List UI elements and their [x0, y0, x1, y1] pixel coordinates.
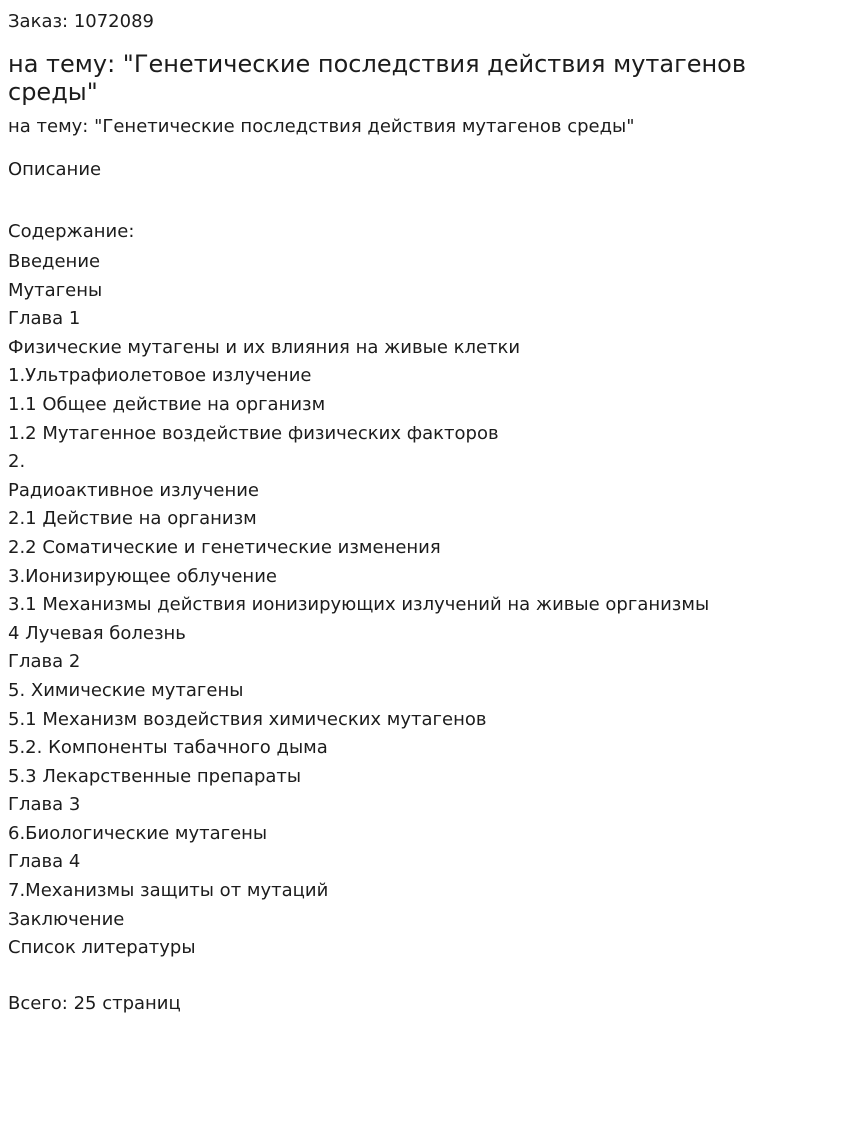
page-title: на тему: "Генетические последствия действия мутагенов среды": [8, 50, 746, 106]
toc-item: 7.Механизмы защиты от мутаций: [8, 880, 329, 902]
toc-item: 2.: [8, 451, 26, 473]
toc-item: Глава 4: [8, 851, 81, 873]
toc-item: 1.Ультрафиолетовое излучение: [8, 365, 312, 387]
toc-item: 3.Ионизирующее облучение: [8, 565, 277, 587]
toc-item: Введение: [8, 251, 101, 272]
toc-item: 1.1 Общее действие на организм: [8, 393, 326, 415]
total-pages: Всего: 25 страниц: [8, 992, 181, 1014]
page-subtitle: на тему: "Генетические последствия действия мутагенов среды": [8, 116, 635, 137]
toc-item: Мутагены: [8, 279, 103, 301]
toc-item: 5.1 Механизм воздействия химических мутагенов: [8, 708, 487, 730]
toc-item: 5. Химические мутагены: [8, 679, 244, 701]
toc-heading: Содержание:: [8, 221, 135, 242]
toc-item: 5.3 Лекарственные препараты: [8, 765, 302, 787]
toc-list: [8, 248, 839, 963]
toc-item: Глава 3: [8, 794, 81, 816]
toc-item: 1.2 Мутагенное воздействие физических факторов: [8, 422, 499, 444]
toc-item: Заключение: [8, 908, 125, 930]
description-label: Описание: [8, 159, 102, 180]
toc-item: 4 Лучевая болезнь: [8, 622, 186, 644]
order-number: Заказ: 1072089: [8, 11, 154, 32]
toc-item: 2.2 Соматические и генетические изменения: [8, 536, 441, 558]
toc-item: 6.Биологические мутагены: [8, 822, 268, 844]
toc-item: Список литературы: [8, 937, 196, 959]
toc-item: 5.2. Компоненты табачного дыма: [8, 737, 328, 759]
toc-item: Радиоактивное излучение: [8, 479, 259, 501]
toc-item: Глава 2: [8, 651, 81, 673]
toc-item: Физические мутагены и их влияния на живые клетки: [8, 336, 521, 358]
toc-item: Глава 1: [8, 308, 81, 330]
toc-item: 2.1 Действие на организм: [8, 508, 257, 530]
toc-item: 3.1 Механизмы действия ионизирующих излучений на живые организмы: [8, 594, 710, 616]
